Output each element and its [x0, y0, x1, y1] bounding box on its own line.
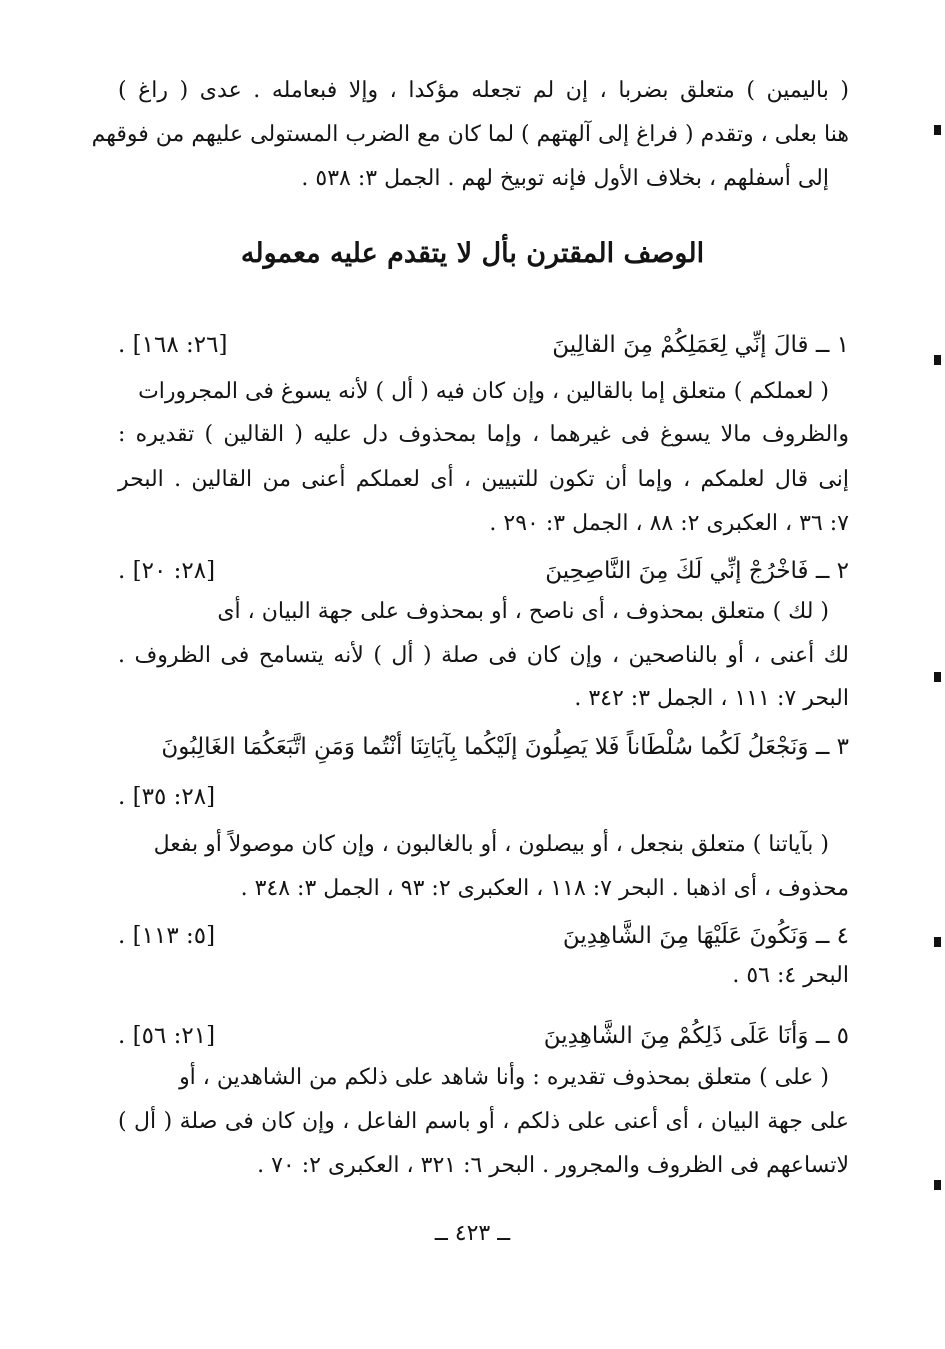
scan-edge-mark — [934, 672, 941, 682]
verse-reference: [٢٦: ١٦٨] . — [118, 332, 228, 358]
intro-line: إلى أسفلهم ، بخلاف الأول فإنه توبيخ لهم . الجمل ٣: ٥٣٨ . — [301, 166, 829, 191]
verse-3-reference-row — [118, 779, 849, 815]
verse-text: ٣ ــ وَنَجْعَلُ لَكُما سُلْطَاناً فَلا يَصِلُونَ إلَيْكُما بِآيَاتِنَا أنْتُما وَمَنِ اتَّبَعَكُمَا الغَالِبُونَ — [161, 734, 849, 760]
scan-edge-mark — [934, 1180, 941, 1190]
commentary-line: البحر ٤: ٥٦ . — [732, 963, 849, 988]
verse-text: ٤ ــ وَنَكُونَ عَلَيْهَا مِنَ الشَّاهِدِينَ — [562, 923, 849, 949]
commentary-line: ( لك ) متعلق بمحذوف ، أى ناصح ، أو بمحذوف على جهة البيان ، أى — [217, 599, 829, 624]
commentary-line: على جهة البيان ، أى أعنى على ذلكم ، أو باسم الفاعل ، وإن كان فى صلة ( أل ) — [118, 1109, 849, 1134]
verse-3 — [118, 729, 849, 765]
verse-1 — [118, 327, 849, 363]
verse-text: ٢ ــ فَاخْرُجْ إنِّي لَكَ مِنَ النَّاصِحِينَ — [545, 558, 849, 584]
commentary-line: ( لعملكم ) متعلق إما بالقالين ، وإن كان فيه ( أل ) لأنه يسوغ فى المجرورات — [138, 379, 829, 404]
scan-edge-mark — [934, 125, 941, 135]
verse-reference: [٢١: ٥٦] . — [118, 1023, 216, 1049]
verse-2 — [118, 553, 849, 589]
verse-reference: [٢٨: ٣٥] . — [118, 784, 216, 810]
commentary-line: لاتساعهم فى الظروف والمجرور . البحر ٦: ٣٢١ ، العكبرى ٢: ٧٠ . — [257, 1153, 849, 1178]
commentary-line: ٧: ٣٦ ، العكبرى ٢: ٨٨ ، الجمل ٣: ٢٩٠ . — [489, 511, 849, 536]
verse-5 — [118, 1018, 849, 1054]
commentary-line: البحر ٧: ١١١ ، الجمل ٣: ٣٤٢ . — [574, 686, 849, 711]
commentary-line: محذوف ، أى اذهبا . البحر ٧: ١١٨ ، العكبرى ٢: ٩٣ ، الجمل ٣: ٣٤٨ . — [240, 876, 849, 901]
intro-line: هنا بعلى ، وتقدم ( فراغ إلى آلهتهم ) لما كان مع الضرب المستولى عليهم من فوقهم — [91, 122, 849, 147]
commentary-line: لك أعنى ، أو بالناصحين ، وإن كان فى صلة ( أل ) لأنه يتسامح فى الظروف . — [118, 643, 849, 668]
intro-line: ( باليمين ) متعلق بضربا ، إن لم تجعله مؤكدا ، وإلا فبعامله . عدى ( راغ ) — [118, 78, 849, 103]
commentary-line: ( بآياتنا ) متعلق بنجعل ، أو بيصلون ، أو بالغالبون ، وإن كان موصولاً أو بفعل — [153, 832, 829, 857]
verse-reference: [٥: ١١٣] . — [118, 923, 216, 949]
commentary-line: والظروف مالا يسوغ فى غيرهما ، وإما بمحذوف دل عليه ( القالين ) تقديره : — [118, 422, 849, 447]
commentary-line: إنى قال لعلمكم ، وإما أن تكون للتبيين ، أى لعملكم أعنى من القالين . البحر — [118, 467, 849, 492]
scan-edge-mark — [934, 937, 941, 947]
verse-text: ٥ ــ وَأنَا عَلَى ذَلِكُمْ مِنَ الشَّاهِدِينَ — [543, 1023, 849, 1049]
verse-reference: [٢٨: ٢٠] . — [118, 558, 216, 584]
scan-edge-mark — [934, 355, 941, 365]
verse-4 — [118, 918, 849, 954]
section-title: الوصف المقترن بأل لا يتقدم عليه معموله — [240, 238, 705, 269]
commentary-line: ( على ) متعلق بمحذوف تقديره : وأنا شاهد على ذلكم من الشاهدين ، أو — [179, 1065, 829, 1090]
verse-text: ١ ــ قالَ إنِّي لِعَمَلِكُمْ مِنَ القالِينَ — [552, 332, 849, 358]
page-number: ــ ٤٢٣ ــ — [434, 1221, 511, 1246]
